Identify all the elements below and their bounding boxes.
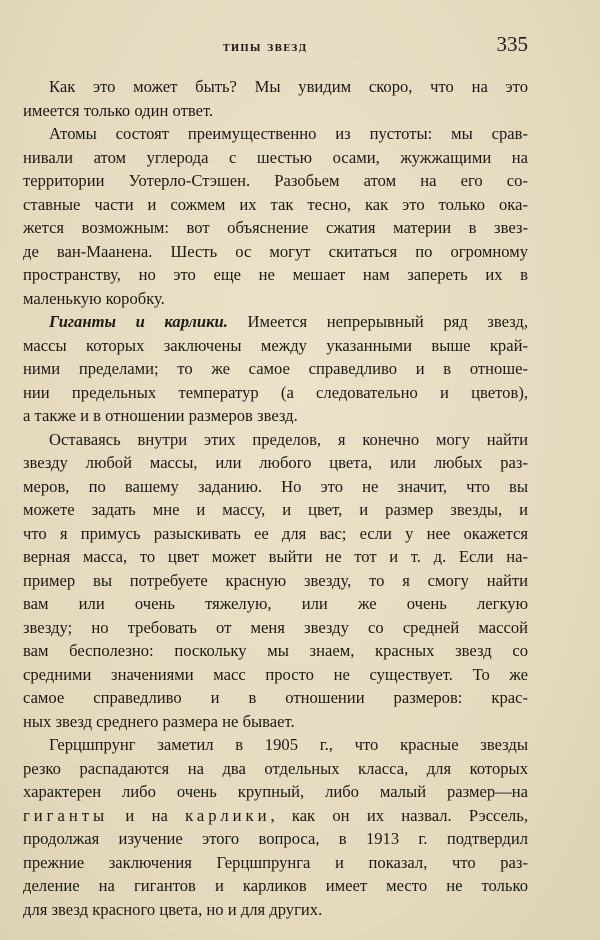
text-line: массы которых заключены между указанными выше край-: [23, 335, 528, 355]
text-line: Как это может быть? Мы увидим скоро, что на это: [49, 77, 528, 96]
paragraph-1: [23, 75, 528, 122]
paragraph-2: [23, 122, 528, 310]
paragraph-5: [23, 733, 528, 921]
spaced-term-giants: гиганты: [23, 805, 109, 825]
text-line: [23, 804, 528, 828]
text-line: прежние заключения Герцшпрунга и показал, что раз-: [23, 852, 528, 872]
page-number: 335: [496, 32, 528, 56]
text-line: пространству, но это еще не мешает нам запереть их в: [23, 265, 528, 284]
running-title: типы звезд: [223, 40, 308, 55]
page-body: [23, 75, 528, 921]
text-line: маленькую коробку.: [23, 288, 165, 308]
text-run: , как он их назвал. Рэссель,: [270, 805, 528, 825]
paragraph-3: [23, 310, 528, 428]
text-line: пример вы потребуете красную звезду, то я смогу найти: [23, 570, 528, 590]
text-line: вам бесполезно: поскольку мы знаем, красных звезд со: [23, 641, 528, 660]
text-line: а также и в отношении размеров звезд.: [23, 406, 298, 425]
text-line: нии предельных температур (а следовательно и цветов),: [23, 382, 528, 402]
text-line: Оставаясь внутри этих пределов, я конечно могу найти: [49, 429, 528, 449]
text-line: меров, по вашему заданию. Но это не значит, что вы: [23, 476, 528, 496]
text-line: самое справедливо и в отношении размеров: крас-: [23, 688, 528, 707]
text-line: территории Уотерло-Стэшен. Разобьем атом на его со-: [23, 171, 528, 190]
text-line: средними значениями масс просто не существует. То же: [23, 664, 528, 684]
section-heading: Гиганты и карлики.: [49, 312, 228, 331]
text-line: нивали атом углерода с шестью осами, жужжащими на: [23, 147, 528, 167]
text-line: звезду; но требовать от меня звезду со средней массой: [23, 617, 528, 637]
text-line: жется возможным: вот объяснение сжатия материи в звез-: [23, 218, 528, 237]
paragraph-4: [23, 428, 528, 734]
text-line: деление на гигантов и карликов имеет место не только: [23, 876, 528, 895]
text-line: ними пределами; то же самое справедливо и в отноше-: [23, 359, 528, 378]
text-line: ных звезд среднего размера не бывает.: [23, 711, 295, 731]
text-line: продолжая изучение этого вопроса, в 1913 г. подтвердил: [23, 829, 528, 848]
text-line: для звезд красного цвета, но и для других.: [23, 899, 323, 919]
text-line: звезду любой массы, или любого цвета, или любых раз-: [23, 453, 528, 472]
text-line: имеется только один ответ.: [23, 100, 214, 120]
text-line: что я примусь разыскивать ее для вас; если у нее окажется: [23, 523, 528, 543]
text-line: Герцшпрунг заметил в 1905 г., что красные звезды: [49, 735, 528, 754]
text-line: характерен либо очень крупный, либо малый размер—на: [23, 782, 528, 801]
text-line: Атомы состоят преимущественно из пустоты: мы срав-: [49, 124, 528, 143]
text-line: вам или очень тяжелую, или же очень легкую: [23, 594, 528, 613]
text-line: ставные части и сожмем их так тесно, как это только ока-: [23, 194, 528, 214]
text-run: и на: [108, 805, 186, 825]
text-line: де ван-Маанена. Шесть ос могут скитаться по огромному: [23, 241, 528, 261]
spaced-term-dwarfs: карлики: [185, 805, 271, 825]
text-line: верная масса, то цвет может выйти не тот и т. д. Если на-: [23, 547, 528, 566]
text-line: [23, 310, 528, 334]
text-run: Имеется непрерывный ряд звезд,: [247, 312, 528, 331]
page-header: [23, 30, 528, 60]
text-line: можете задать мне и массу, и цвет, и размер звезды, и: [23, 500, 528, 519]
text-line: резко распадаются на два отдельных класса, для которых: [23, 758, 528, 778]
